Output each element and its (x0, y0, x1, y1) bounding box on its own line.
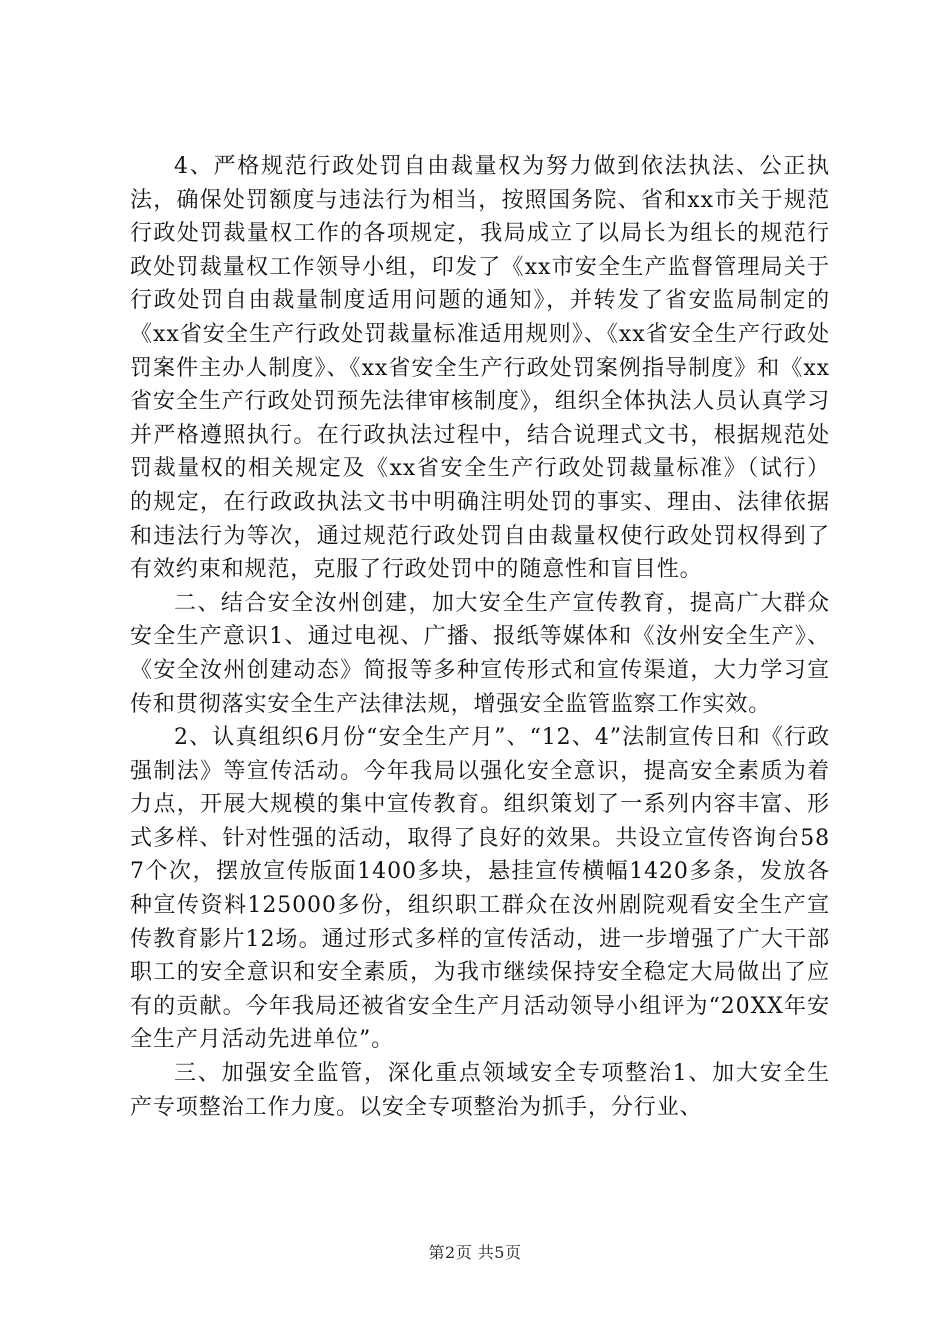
paragraph-penalty-discretion: 4、严格规范行政处罚自由裁量权为努力做到依法执法、公正执法，确保处罚额度与违法行为相当，按照国务院、省和xx市关于规范行政处罚裁量权工作的各项规定，我局成立了以局长为组长的规范行政处罚裁量权工作领导小组，印发了《xx市安全生产监督管理局关于行政处罚自由裁量制度适用问题的通知》，并转发了省安监局制定的《xx省安全生产行政处罚裁量标准适用规则》、《xx省安全生产行政处罚案件主办人制度》、《xx省安全生产行政处罚案例指导制度》和《xx省安全生产行政处罚预先法律审核制度》，组织全体执法人员认真学习并严格遵照执行。在行政执法过程中，结合说理式文书，根据规范处罚裁量权的相关规定及《xx省安全生产行政处罚裁量标准》（试行）的规定，在行政政执法文书中明确注明处罚的事实、理由、法律依据和违法行为等次，通过规范行政处罚自由裁量权使行政处罚权得到了有效约束和规范，克服了行政处罚中的随意性和盲目性。 (130, 154, 830, 583)
paragraph-safety-month-activities: 2、认真组织6月份“安全生产月”、“12、4”法制宣传日和《行政强制法》等宣传活动。今年我局以强化安全意识，提高安全素质为着力点，开展大规模的集中宣传教育。组织策划了一系列内容丰富、形式多样、针对性强的活动，取得了良好的效果。共设立宣传咨询台587个次，摆放宣传版面1400多块，悬挂宣传横幅1420多条，发放各种宣传资料125000多份，组织职工群众在汝州剧院观看安全生产宣传教育影片12场。通过形式多样的宣传活动，进一步增强了广大干部职工的安全意识和安全素质，为我市继续保持安全稳定大局做出了应有的贡献。今年我局还被省安全生产月活动领导小组评为“20XX年安全生产月活动先进单位”。 (130, 725, 830, 1053)
paragraph-special-rectification: 三、加强安全监管，深化重点领域安全专项整治1、加大安全生产专项整治工作力度。以安全专项整治为抓手，分行业、 (130, 1061, 830, 1120)
page-number-footer: 第2页 共5页 (428, 1243, 522, 1262)
paragraph-safety-publicity: 二、结合安全汝州创建，加大安全生产宣传教育，提高广大群众安全生产意识1、通过电视、广播、报纸等媒体和《汝州安全生产》、《安全汝州创建动态》简报等多种宣传形式和宣传渠道，大力学习宣传和贯彻落实安全生产法律法规，增强安全监管监察工作实效。 (130, 590, 830, 717)
document-body (130, 150, 830, 1124)
